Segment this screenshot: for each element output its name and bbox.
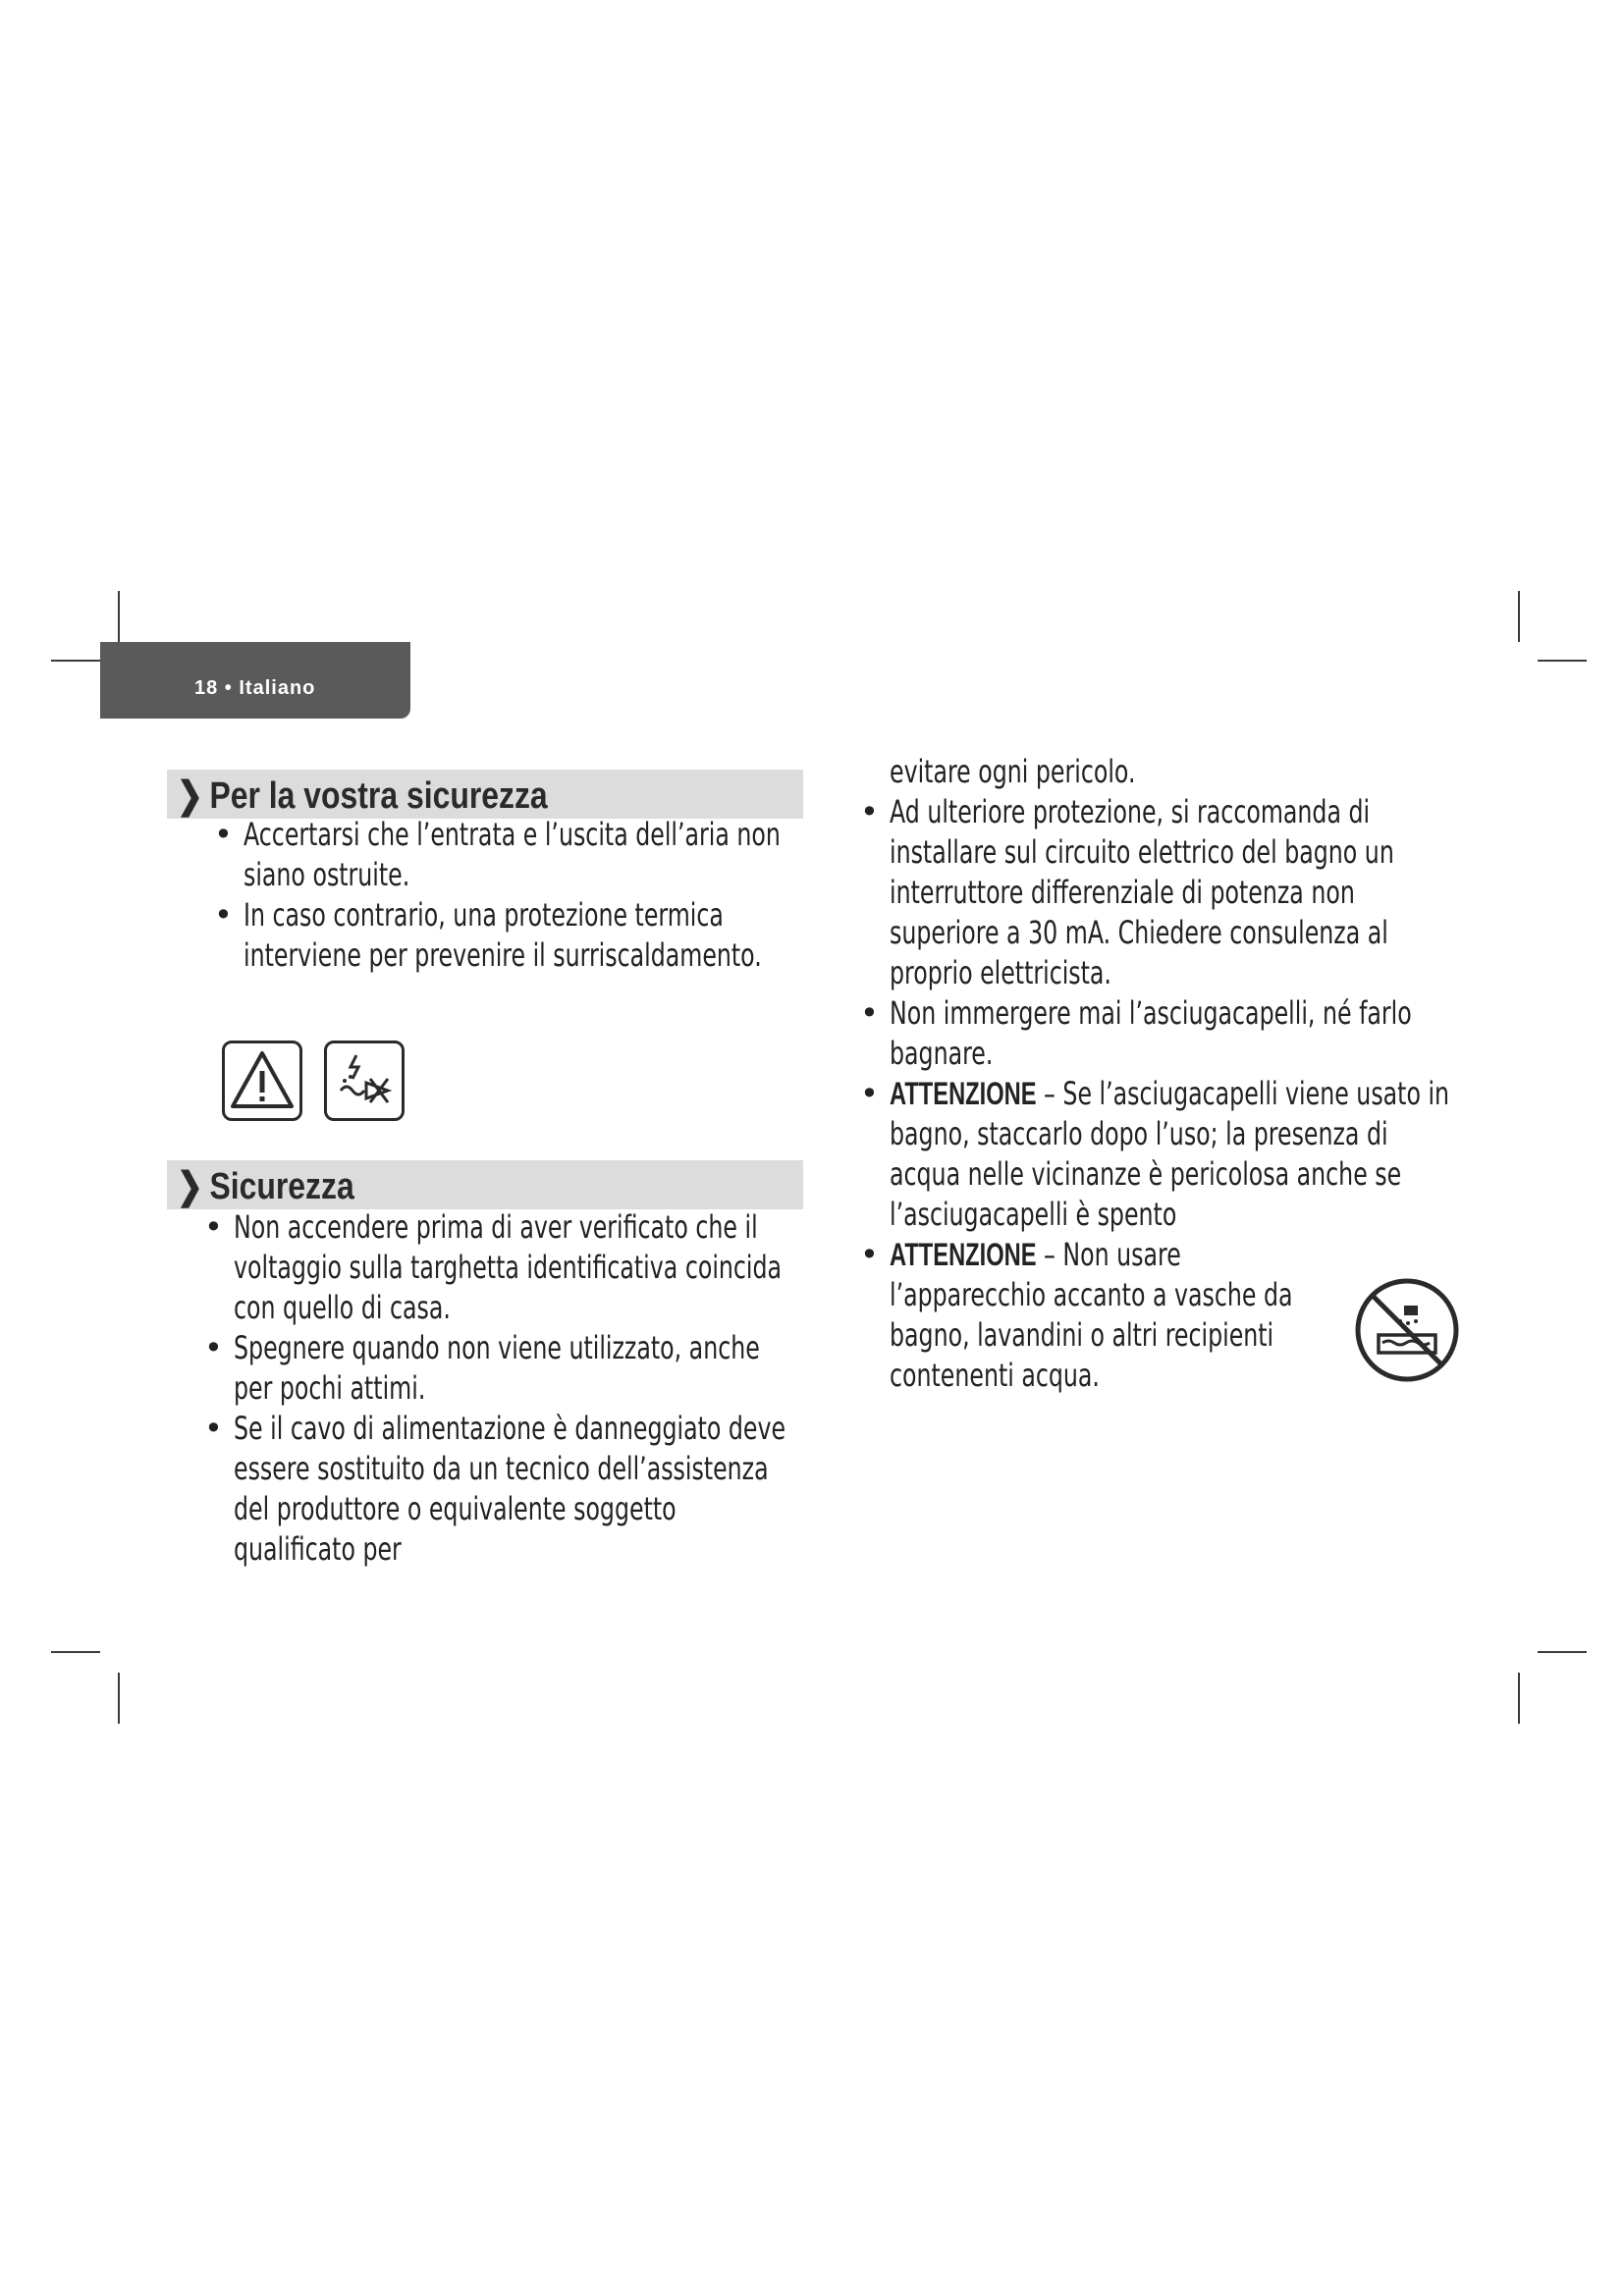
bullet-icon: • — [214, 816, 233, 853]
page-number-tab — [100, 642, 410, 719]
chevron-right-icon: ❯ — [177, 775, 203, 817]
warning-item — [860, 1074, 1459, 1235]
list-item: • Ad ulteriore protezione, si raccomanda di installare sul circuito elettrico del bagno un interruttore differenziale di potenza non superiore a 30 mA. Chiedere consulenza al proprio elettricista. — [860, 793, 1394, 991]
bullet-icon: • — [860, 1236, 879, 1273]
section-title: ❯ Per la vostra sicurezza — [177, 775, 548, 817]
list-item: • Se il cavo di alimentazione è danneggiato deve essere sostituito da un tecnico dell’assistenza del produttore o equivalente soggetto qualificato per — [204, 1410, 786, 1568]
bullet-icon: • — [214, 896, 233, 934]
bullet-icon: • — [204, 1208, 223, 1246]
warning-text: – Non usare l’apparecchio accanto a vasche da bagno, lavandini o altri recipienti contenenti acqua. — [890, 1236, 1293, 1394]
bullet-icon: • — [860, 1075, 879, 1112]
section-header-security — [167, 1160, 803, 1209]
page-label: 18 • Italiano — [194, 677, 316, 699]
list-item: • Accertarsi che l’entrata e l’uscita dell’aria non siano ostruite. — [214, 816, 781, 893]
warning-label: ATTENZIONE — [890, 1237, 1037, 1272]
crop-mark — [1538, 1651, 1587, 1653]
crop-mark — [51, 1651, 100, 1653]
security-list — [204, 1207, 803, 1570]
list-item: • Non immergere mai l’asciugacapelli, né farlo bagnare. — [860, 994, 1412, 1072]
no-water-spray-icon — [324, 1041, 405, 1121]
section-title: ❯ Sicurezza — [177, 1166, 354, 1207]
section-header-safety — [167, 770, 803, 819]
warning-triangle-icon — [222, 1041, 302, 1121]
bullet-icon: • — [204, 1410, 223, 1447]
list-item: • Non accendere prima di aver verificato che il voltaggio sulla targhetta identificativa coincida con quello di casa. — [204, 1208, 783, 1326]
list-item: • Spegnere quando non viene utilizzato, anche per pochi attimi. — [204, 1329, 760, 1407]
continuation-text: evitare ogni pericolo. — [890, 753, 1136, 790]
warning-label: ATTENZIONE — [890, 1076, 1037, 1111]
crop-mark — [1538, 660, 1587, 662]
crop-mark — [51, 660, 100, 662]
warning-text: – Se l’asciugacapelli viene usato in bagno, staccarlo dopo l’uso; la presenza di acqua nelle vicinanze è pericolosa anche se l’asciugacapelli è spento — [890, 1075, 1450, 1233]
crop-mark — [1518, 1673, 1520, 1724]
bullet-icon: • — [860, 793, 879, 830]
bullet-icon: • — [204, 1329, 223, 1366]
safety-list — [214, 815, 793, 976]
bullet-icon: • — [860, 994, 879, 1032]
chevron-right-icon: ❯ — [177, 1166, 203, 1207]
list-item: • In caso contrario, una protezione termica interviene per prevenire il surriscaldamento. — [214, 896, 762, 974]
no-bath-icon — [1353, 1276, 1461, 1384]
crop-mark — [118, 591, 120, 642]
crop-mark — [118, 1673, 120, 1724]
crop-mark — [1518, 591, 1520, 642]
warning-item — [860, 1235, 1341, 1396]
